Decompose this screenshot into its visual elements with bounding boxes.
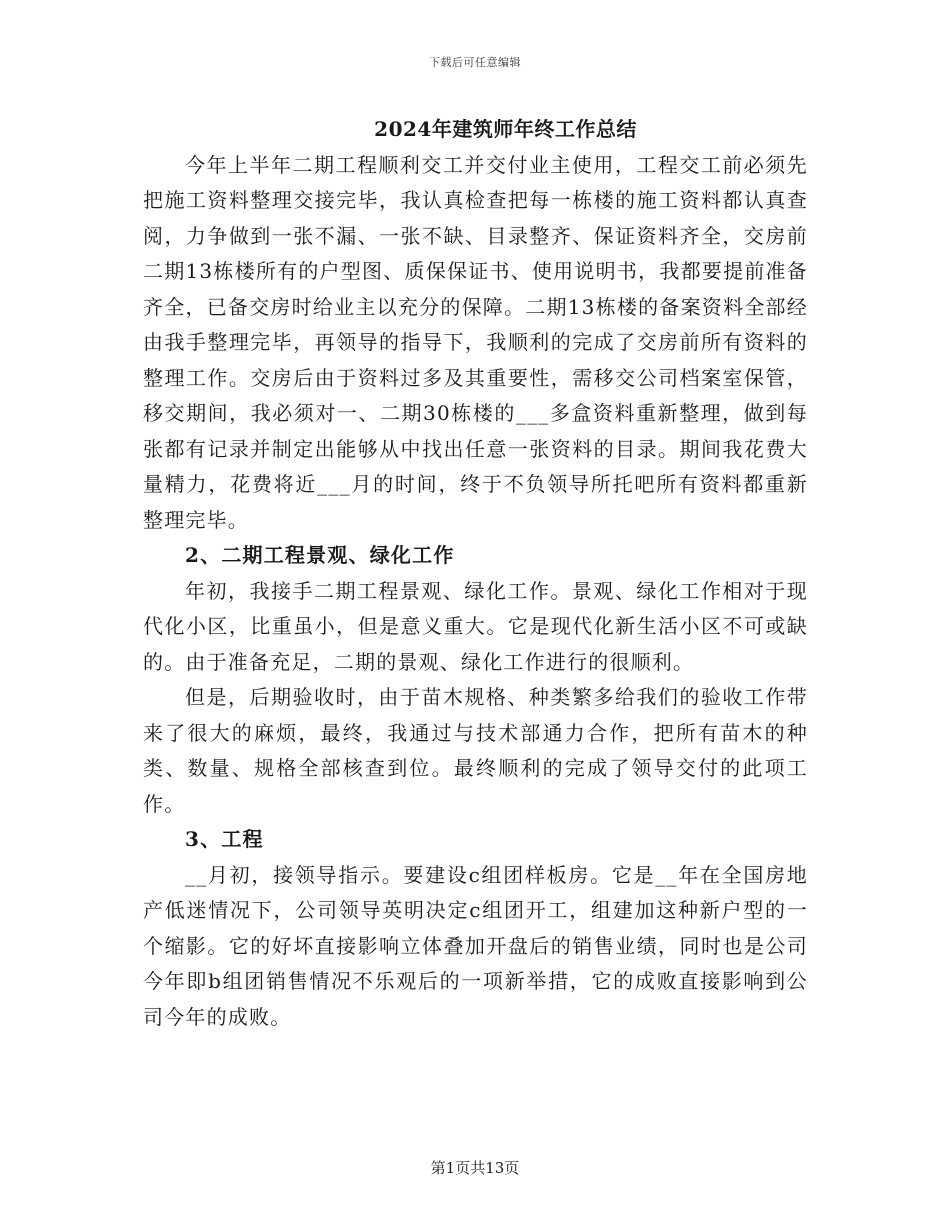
- section-3-heading: 3、工程: [185, 827, 264, 851]
- document-title: 2024年建筑师年终工作总结: [374, 117, 637, 141]
- section-3-paragraph-1: __月初，接领导指示。要建设c组团样板房。它是__年在全国房地产低迷情况下，公司领导英明决定c组团开工，组建加这种新户型的一个缩影。它的好坏直接影响立体叠加开盘后的销售业绩，同时也是公司今年即b组团销售情况不乐观后的一项新举措，它的成败直接影响到公司今年的成败。: [143, 862, 808, 1029]
- intro-paragraph: 今年上半年二期工程顺利交工并交付业主使用，工程交工前必须先把施工资料整理交接完毕，我认真检查把每一栋楼的施工资料都认真查阅，力争做到一张不漏、一张不缺、目录整齐、保证资料齐全，交房前二期13栋楼所有的户型图、质保保证书、使用说明书，我都要提前准备齐全，已备交房时给业主以充分的保障。二期13栋楼的备案资料全部经由我手整理完毕，再领导的指导下，我顺利的完成了交房前所有资料的整理工作。交房后由于资料过多及其重要性，需移交公司档案室保管，移交期间，我必须对一、二期30栋楼的___多盒资料重新整理，做到每张都有记录并制定出能够从中找出任意一张资料的目录。期间我花费大量精力，花费将近___月的时间，终于不负领导所托吧所有资料都重新整理完毕。: [143, 152, 808, 532]
- section-2-paragraph-1: 年初，我接手二期工程景观、绿化工作。景观、绿化工作相对于现代化小区，比重虽小，但是意义重大。它是现代化新生活小区不可或缺的。由于准备充足，二期的景观、绿化工作进行的很顺利。: [143, 578, 808, 674]
- page-header-note: 下载后可任意编辑: [429, 56, 521, 69]
- section-2-heading: 2、二期工程景观、绿化工作: [185, 543, 455, 567]
- document-body: [143, 112, 808, 1035]
- page-number-footer: 第1页共13页: [430, 1159, 520, 1177]
- section-2-paragraph-2: 但是，后期验收时，由于苗木规格、种类繁多给我们的验收工作带来了很大的麻烦，最终，我通过与技术部通力合作，把所有苗木的种类、数量、规格全部核查到位。最终顺利的完成了领导交付的此项工作。: [143, 685, 808, 816]
